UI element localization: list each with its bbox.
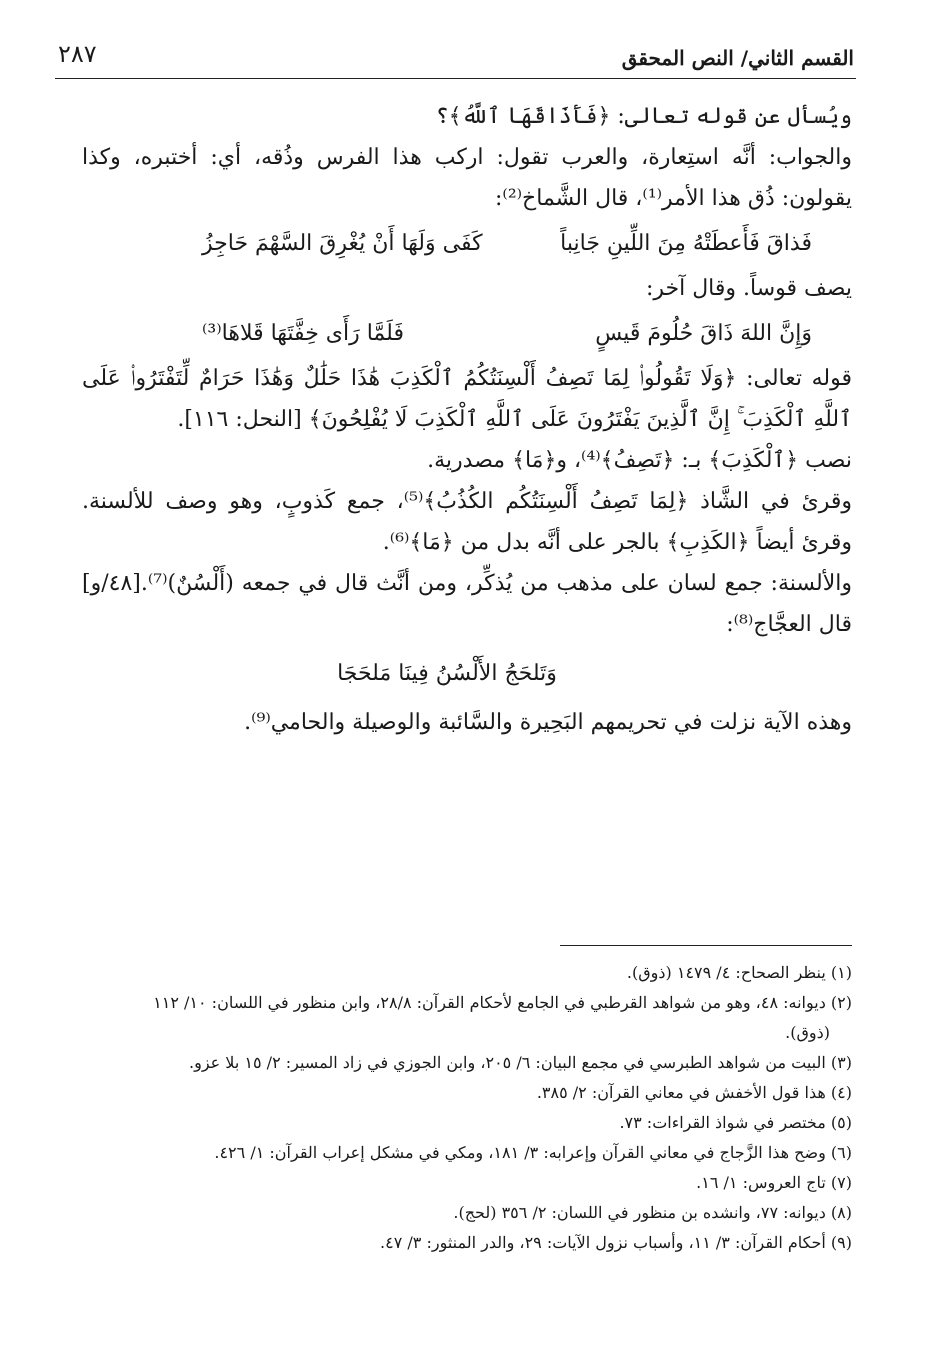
footnote-continuation: (ذوق). — [785, 1023, 830, 1042]
footnote: (٨) ديوانه: ٧٧، وانشده بن منظور في اللسان: ٢/ ٣٥٦ (لحج). — [453, 1203, 852, 1222]
paragraph: والجواب: أنَّه استِعارة، والعرب تقول: اركب هذا الفرس وذُقه، أي: أختبره، وكذا يقولون: ذُق هذا الأمر⁽¹⁾، قال الشَّماخ⁽²⁾: — [82, 145, 852, 211]
paragraph: ويُسأل عن قوله تعالى: ﴿فَأَذَاقَهَا ٱللَّهُ﴾؟ — [435, 104, 852, 129]
footnote-separator — [560, 945, 852, 946]
main-text — [82, 96, 852, 743]
verse-second-hemistich: كَفَى وَلَهَا أَنْ يُغْرِقَ السَّهْمَ حَاجِزُ — [202, 231, 483, 256]
poetry-verse — [82, 313, 852, 354]
header-rule — [55, 78, 856, 79]
footnotes — [70, 958, 852, 1258]
footnote: (٦) وضح هذا الزَّجاج في معاني القرآن وإعرابه: ٣/ ١٨١، ومكي في مشكل إعراب القرآن: ١/ ٤٢٦. — [214, 1143, 852, 1162]
footnote: (٧) تاج العروس: ١/ ١٦. — [696, 1173, 852, 1192]
paragraph: وهذه الآية نزلت في تحريمهم البَحِيرة والسَّائبة والوصيلة والحامي⁽⁹⁾. — [244, 710, 852, 735]
footnote: (١) ينظر الصحاح: ٤/ ١٤٧٩ (ذوق). — [626, 963, 852, 982]
verse-second-hemistich: فَلَمَّا رَأَى خِفَّتَهَا قَلاهَا⁽³⁾ — [202, 321, 404, 346]
paragraph: نصب ﴿ٱلْكَذِبَ﴾ بـ: ﴿تَصِفُ﴾⁽⁴⁾، و﴿مَا﴾ مصدرية. — [427, 448, 852, 473]
paragraph: يصف قوساً. وقال آخر: — [645, 276, 852, 301]
quran-verse-paragraph: قوله تعالى: ﴿وَلَا تَقُولُوا۟ لِمَا تَصِفُ أَلْسِنَتُكُمُ ٱلْكَذِبَ هَٰذَا حَلَٰلٌ وَهَٰذَا حَرَامٌ لِّتَفْتَرُوا۟ عَلَى ٱللَّهِ ٱلْكَذِبَ ۚ إِنَّ ٱلَّذِينَ يَفْتَرُونَ عَلَى ٱللَّهِ ٱلْكَذِبَ لَا يُفْلِحُونَ﴾ [النحل: ١١٦]. — [82, 366, 852, 432]
verse-first-hemistich: فَذاقَ فَأَعطَتْهُ مِنَ اللِّينِ جَانِباً — [560, 231, 812, 256]
footnote: (٤) هذا قول الأخفش في معاني القرآن: ٢/ ٣٨٥. — [536, 1083, 852, 1102]
footnote: (٢) ديوانه: ٤٨، وهو من شواهد القرطبي في الجامع لأحكام القرآن: ٢٨/٨، وابن منظور في اللسان: ١٠/ ١١٢ — [153, 993, 852, 1012]
running-header-title: القسم الثاني/ النص المحقق — [621, 46, 854, 70]
poetry-verse — [82, 223, 852, 264]
poetry-verse-single: وَتَلحَجُ الأَلْسُنُ فِينَا مَلحَجَا — [337, 661, 557, 686]
paragraph: والألسنة: جمع لسان على مذهب من يُذكِّر، ومن أنَّث قال في جمعه (أَلْسُنٌ)⁽⁷⁾.[٤٨/و] قال العجَّاج⁽⁸⁾: — [82, 571, 852, 637]
footnote: (٩) أحكام القرآن: ٣/ ١١، وأسباب نزول الآيات: ٢٩، والدر المنثور: ٣/ ٤٧. — [380, 1233, 852, 1252]
verse-first-hemistich: وَإِنَّ اللهَ ذَاقَ حُلُومَ قَيسٍ — [595, 321, 812, 346]
paragraph: وقرئ في الشَّاذ ﴿لِمَا تَصِفُ أَلْسِنَتُكُم الكُذُبُ﴾⁽⁵⁾، جمع كَذوبٍ، وهو وصف للألسنة. وقرئ أيضاً ﴿الكَذِبِ﴾ بالجر على أنَّه بدل من ﴿مَا﴾⁽⁶⁾. — [82, 489, 852, 555]
page-number: ٢٨٧ — [58, 40, 97, 68]
footnote: (٥) مختصر في شواذ القراءات: ٧٣. — [619, 1113, 852, 1132]
footnote: (٣) البيت من شواهد الطبرسي في مجمع البيان: ٦/ ٢٠٥، وابن الجوزي في زاد المسير: ٢/ ١٥ بلا عزو. — [189, 1053, 852, 1072]
